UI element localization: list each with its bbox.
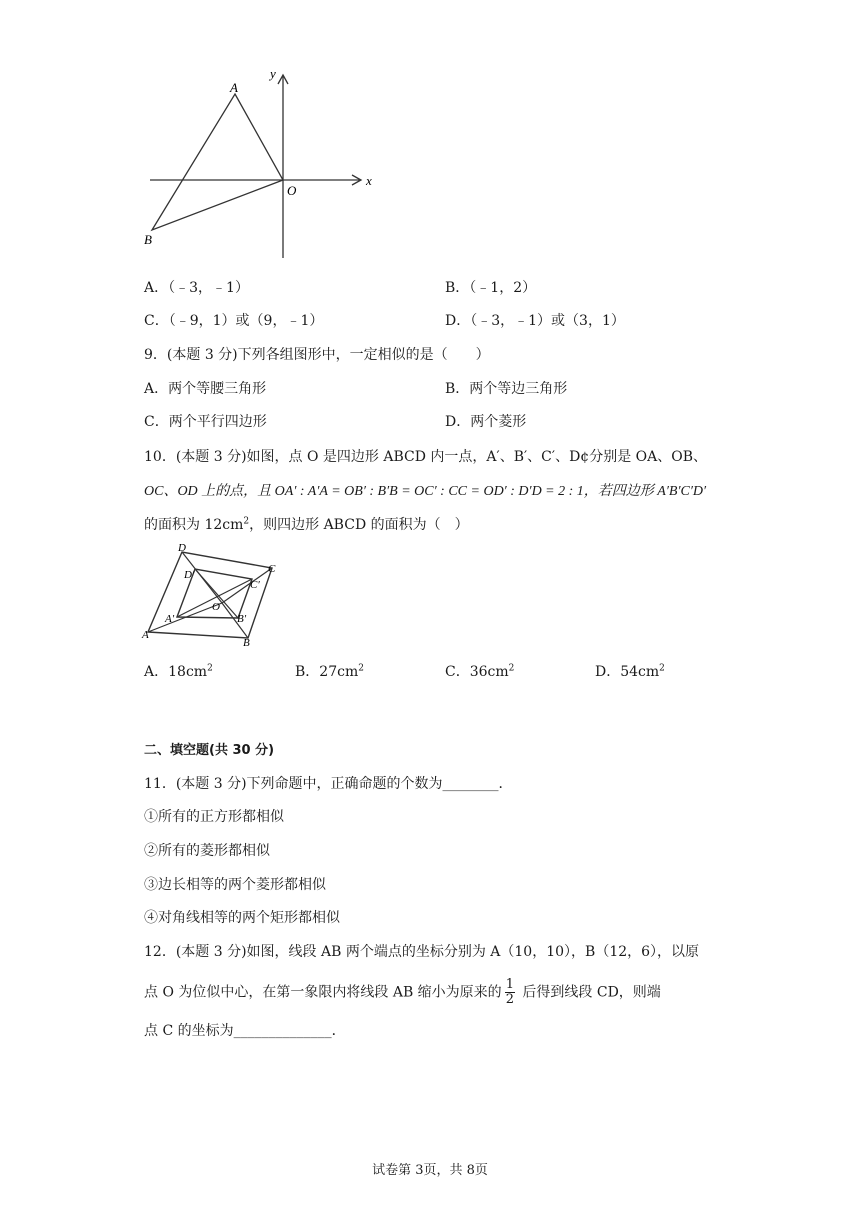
triangle-ABO — [152, 94, 283, 230]
q8-option-a — [144, 277, 249, 297]
label-A: A — [142, 629, 149, 641]
option-sup: 2 — [207, 663, 213, 674]
label-D-prime: D′ — [184, 569, 195, 581]
fraction-numerator: 1 — [505, 977, 514, 992]
label-B: B — [243, 637, 250, 648]
option-letter: A． — [144, 280, 169, 296]
option-letter: A． — [144, 381, 169, 397]
option-text: 27cm — [319, 664, 359, 680]
q10-option-b — [295, 661, 364, 681]
option-text: 36cm — [469, 664, 509, 680]
option-letter: B． — [445, 280, 470, 296]
option-letter: B． — [295, 664, 320, 680]
option-letter: D． — [445, 414, 471, 430]
q10-line3-b: ，则四边形 ABCD 的面积为（ ） — [249, 517, 469, 533]
q8-option-b — [445, 277, 536, 297]
label-D: D — [178, 542, 186, 554]
option-letter: D． — [595, 664, 621, 680]
label-x: x — [366, 173, 372, 188]
parallelogram-figure — [140, 540, 290, 648]
q9-option-a — [144, 378, 266, 398]
option-sup: 2 — [659, 663, 665, 674]
label-C: C — [268, 563, 276, 575]
option-letter: A． — [144, 664, 169, 680]
q10-line3-a: 的面积为 12cm — [144, 517, 244, 533]
q12-line2-a: 点 O 为位似中心，在第一象限内将线段 AB 缩小为原来的 — [144, 984, 502, 1001]
option-text: 18cm — [168, 664, 208, 680]
option-letter: C． — [445, 664, 470, 680]
q9-stem: 9．(本题 3 分)下列各组图形中，一定相似的是（ ） — [144, 347, 490, 363]
label-C-prime: C′ — [250, 579, 260, 591]
q10-line2: OC、OD 上的点，且 OA′ : A′A = OB′ : B′B = OC′ : CC = OD′ : D′D = 2 : 1，若四边形 A′B′C′D′ — [144, 484, 707, 499]
fraction-denominator: 2 — [505, 992, 514, 1007]
label-A-prime: A′ — [165, 613, 175, 625]
option-text: 两个菱形 — [470, 414, 527, 430]
label-y: y — [270, 66, 276, 81]
q12-line1: 12．(本题 3 分)如图，线段 AB 两个端点的坐标分别为 A（10，10），B（12，6），以原 — [144, 944, 700, 960]
option-sup: 2 — [508, 663, 515, 674]
option-letter: B． — [445, 381, 470, 397]
q12-line2 — [144, 978, 661, 1007]
option-text: （﹣3，﹣1）或（3，1） — [470, 313, 625, 329]
area-unit-exponent: 2 — [243, 516, 250, 527]
page-footer: 试卷第 3页，共 8页 — [372, 1163, 488, 1178]
q11-item-3: ③边长相等的两个菱形都相似 — [144, 877, 326, 893]
option-text: （﹣9，1）或（9，﹣1） — [168, 313, 324, 329]
q12-line3: 点 C 的坐标为______________． — [144, 1023, 346, 1039]
q11-item-4: ④对角线相等的两个矩形都相似 — [144, 910, 340, 926]
q8-option-c — [144, 310, 323, 330]
q10-option-d — [595, 661, 665, 681]
q10-line1: 10．(本题 3 分)如图，点 O 是四边形 ABCD 内一点，A′、B′、C′、D¢分别是 OA、OB、 — [144, 449, 707, 465]
q10-option-a — [144, 661, 213, 681]
q9-option-d — [445, 411, 526, 431]
label-A: A — [230, 80, 238, 95]
q11-item-2: ②所有的菱形都相似 — [144, 843, 270, 859]
option-text: 两个等边三角形 — [469, 381, 568, 397]
option-letter: C． — [144, 414, 169, 430]
option-text: （﹣3，﹣1） — [168, 280, 249, 296]
q10-line3 — [144, 514, 469, 534]
label-O: O — [212, 601, 220, 613]
label-B-prime: B′ — [237, 613, 247, 625]
section-heading: 二、填空题(共 30 分) — [144, 743, 275, 758]
q8-option-d — [445, 310, 625, 330]
q10-option-c — [445, 661, 514, 681]
segment-OC — [222, 568, 272, 603]
option-letter: C． — [144, 313, 169, 329]
q9-option-b — [445, 378, 567, 398]
option-text: 两个平行四边形 — [168, 414, 267, 430]
q11-item-1: ①所有的正方形都相似 — [144, 809, 284, 825]
option-text: （﹣1，2） — [469, 280, 537, 296]
q9-option-c — [144, 411, 267, 431]
option-letter: D． — [445, 313, 471, 329]
option-text: 54cm — [620, 664, 660, 680]
option-sup: 2 — [358, 663, 364, 674]
fraction-one-half — [505, 978, 515, 1007]
option-text: 两个等腰三角形 — [168, 381, 267, 397]
triangle-axes-figure — [140, 62, 380, 262]
label-B: B — [144, 232, 152, 247]
q12-line2-b: 后得到线段 CD，则端 — [517, 984, 661, 1001]
q11-stem: 11．(本题 3 分)下列命题中，正确命题的个数为________． — [144, 776, 513, 792]
label-O: O — [287, 183, 297, 198]
